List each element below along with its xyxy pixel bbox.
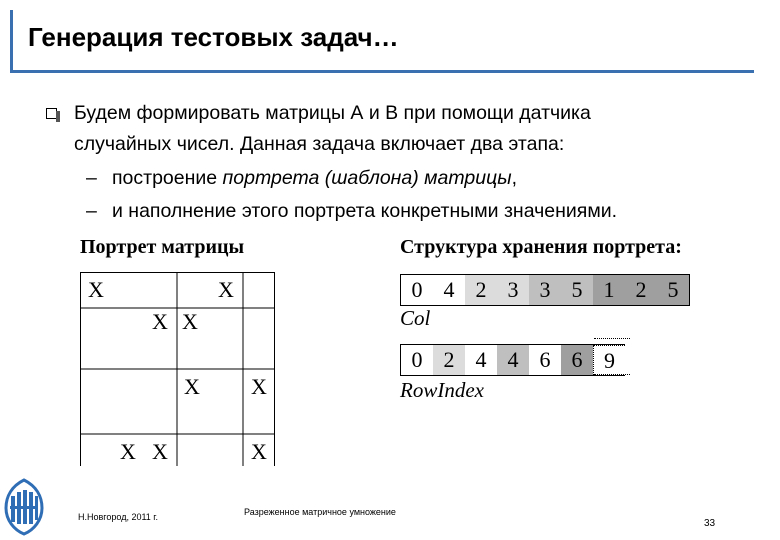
portrait-mark: X xyxy=(120,439,136,464)
sub-bullet-dash: – xyxy=(86,200,97,222)
portrait-mark: X xyxy=(88,277,104,302)
portrait-matrix xyxy=(80,272,275,466)
rowindex-cell: 6 xyxy=(561,345,593,375)
rowindex-cell: 2 xyxy=(433,345,465,375)
portrait-mark: X xyxy=(152,439,168,464)
portrait-grid xyxy=(80,272,275,466)
portrait-mark: X xyxy=(184,374,200,399)
col-cell: 5 xyxy=(561,275,593,305)
col-cell: 1 xyxy=(593,275,625,305)
col-label: Col xyxy=(400,306,431,330)
col-cell: 0 xyxy=(401,275,433,305)
rowindex-cell: 6 xyxy=(529,345,561,375)
sub-bullet-1-post: , xyxy=(511,167,517,189)
unn-logo-icon xyxy=(2,478,46,536)
portrait-mark: X xyxy=(152,309,168,334)
checkbox-bullet-icon xyxy=(46,108,57,119)
sub-bullet-1 xyxy=(112,167,517,190)
footer-topic: Разреженное матричное умножение xyxy=(244,507,396,517)
sub-bullet-dash: – xyxy=(86,167,97,189)
row-array-dotted-bottom xyxy=(594,374,630,375)
bullet-line-1: Будем формировать матрицы А и В при помощи датчика xyxy=(74,102,591,124)
footer-location: Н.Новгород, 2011 г. xyxy=(78,512,158,522)
col-array xyxy=(400,274,690,306)
rowindex-cell: 4 xyxy=(497,345,529,375)
col-cell: 2 xyxy=(465,275,497,305)
rowindex-cell: 9 xyxy=(593,345,625,375)
col-cell: 5 xyxy=(657,275,689,305)
portrait-mark: X xyxy=(182,309,198,334)
col-cell: 2 xyxy=(625,275,657,305)
col-cell: 3 xyxy=(529,275,561,305)
portrait-mark: X xyxy=(218,277,234,302)
storage-heading: Структура хранения портрета: xyxy=(400,236,682,258)
sub-bullet-2: и наполнение этого портрета конкретными значениями. xyxy=(112,200,618,222)
sub-bullet-1-emphasis: портрета (шаблона) матрицы xyxy=(222,167,512,189)
rowindex-cell: 0 xyxy=(401,345,433,375)
col-cell: 4 xyxy=(433,275,465,305)
page-number: 33 xyxy=(704,518,716,529)
rowindex-cell: 4 xyxy=(465,345,497,375)
col-cell: 3 xyxy=(497,275,529,305)
portrait-heading: Портрет матрицы xyxy=(80,236,245,258)
rowindex-label: RowIndex xyxy=(400,378,484,402)
bullet-line-2: случайных чисел. Данная задача включает два этапа: xyxy=(74,133,565,155)
portrait-mark: X xyxy=(251,374,267,399)
rowindex-array xyxy=(400,344,625,376)
slide-title: Генерация тестовых задач… xyxy=(28,22,399,52)
sub-bullet-1-pre: построение xyxy=(112,167,223,189)
portrait-mark: X xyxy=(251,439,267,464)
